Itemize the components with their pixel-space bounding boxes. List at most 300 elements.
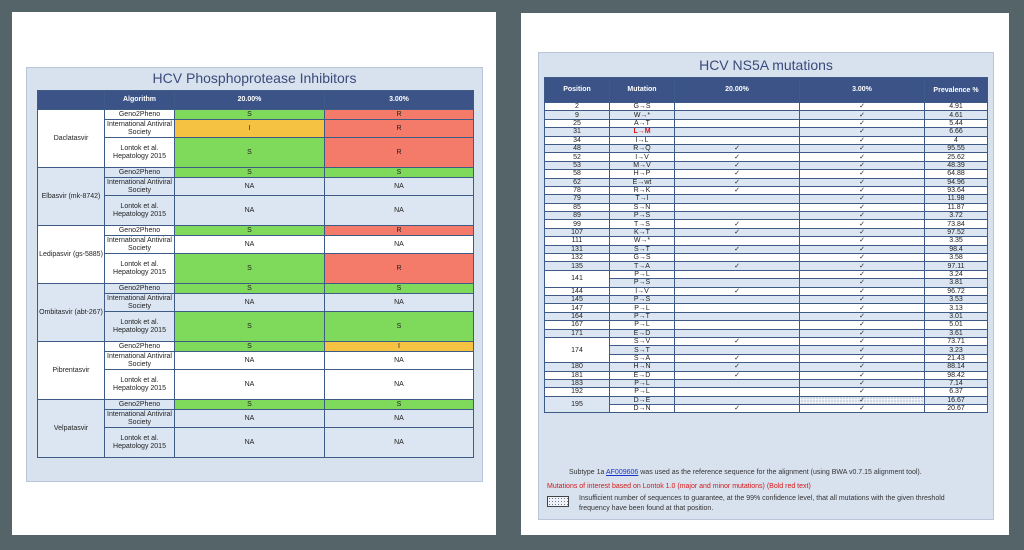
prevalence-cell: 3.58 <box>925 254 988 262</box>
mutation-row <box>545 321 988 329</box>
detected-20-percent: ✓ <box>675 245 800 253</box>
mutation-row <box>545 270 988 278</box>
mutation-row <box>545 128 988 136</box>
algorithm-source: Geno2Pheno <box>105 110 175 120</box>
mutation-cell: P→S <box>610 212 675 220</box>
prevalence-cell: 88.14 <box>925 363 988 371</box>
detected-3-percent: ✓ <box>800 396 925 404</box>
detected-20-percent <box>675 312 800 320</box>
detected-20-percent: ✓ <box>675 178 800 186</box>
prevalence-cell: 25.62 <box>925 153 988 161</box>
mutation-cell: G→S <box>610 254 675 262</box>
mutation-cell: T→A <box>610 262 675 270</box>
mutation-row <box>545 287 988 295</box>
position-cell: 25 <box>545 119 610 127</box>
header-prevalence: Prevalence % <box>925 78 988 103</box>
position-cell: 58 <box>545 170 610 178</box>
detected-20-percent: ✓ <box>675 337 800 345</box>
result-3-percent: S <box>325 400 474 410</box>
detected-3-percent: ✓ <box>800 270 925 278</box>
result-20-percent: S <box>175 226 325 236</box>
algorithm-source: Geno2Pheno <box>105 342 175 352</box>
mutation-cell: A→T <box>610 119 675 127</box>
prevalence-cell: 21.43 <box>925 354 988 362</box>
prevalence-cell: 98.42 <box>925 371 988 379</box>
result-3-percent: S <box>325 168 474 178</box>
mutation-row <box>545 119 988 127</box>
algorithm-source: Lontok et al. Hepatology 2015 <box>105 312 175 342</box>
mutation-cell: M→V <box>610 161 675 169</box>
mutation-cell: D→E <box>610 396 675 404</box>
result-3-percent: S <box>325 312 474 342</box>
mutation-cell: H→P <box>610 170 675 178</box>
reference-suffix: was used as the reference sequence for the alignment (using BWA v0.7.15 alignment tool). <box>640 469 922 476</box>
result-3-percent: R <box>325 120 474 138</box>
algorithm-source: International Antiviral Society <box>105 352 175 370</box>
mutation-cell: S→V <box>610 337 675 345</box>
prevalence-cell: 4.91 <box>925 103 988 111</box>
position-cell: 9 <box>545 111 610 119</box>
inhibitor-row <box>38 110 474 120</box>
result-20-percent: S <box>175 342 325 352</box>
inhibitors-report <box>26 67 483 482</box>
mutation-cell: E→D <box>610 371 675 379</box>
insufficient-sequences-swatch <box>547 496 569 507</box>
detected-3-percent: ✓ <box>800 178 925 186</box>
mutation-cell: W→* <box>610 111 675 119</box>
mutation-row <box>545 329 988 337</box>
mutation-row <box>545 304 988 312</box>
detected-20-percent <box>675 295 800 303</box>
header-drug <box>38 91 105 110</box>
position-cell: 34 <box>545 136 610 144</box>
mutation-row <box>545 144 988 152</box>
header-algorithm: Algorithm <box>105 91 175 110</box>
position-cell: 145 <box>545 295 610 303</box>
result-20-percent: NA <box>175 196 325 226</box>
result-20-percent: NA <box>175 294 325 312</box>
detected-3-percent: ✓ <box>800 354 925 362</box>
position-cell: 195 <box>545 396 610 413</box>
result-3-percent: NA <box>325 428 474 458</box>
position-cell: 167 <box>545 321 610 329</box>
mutation-cell: E→D <box>610 329 675 337</box>
prevalence-cell: 3.61 <box>925 329 988 337</box>
ns5a-report <box>538 52 994 520</box>
mutation-row <box>545 262 988 270</box>
detected-3-percent: ✓ <box>800 170 925 178</box>
result-20-percent: I <box>175 120 325 138</box>
header-20-percent: 20.00% <box>675 78 800 103</box>
detected-3-percent: ✓ <box>800 103 925 111</box>
mutation-cell: P→L <box>610 388 675 396</box>
mutation-cell: P→S <box>610 279 675 287</box>
detected-20-percent <box>675 136 800 144</box>
position-cell: 183 <box>545 379 610 387</box>
result-20-percent: NA <box>175 428 325 458</box>
detected-3-percent: ✓ <box>800 153 925 161</box>
mutation-row <box>545 363 988 371</box>
algorithm-source: International Antiviral Society <box>105 178 175 196</box>
mutation-row <box>545 354 988 362</box>
detected-20-percent <box>675 195 800 203</box>
position-cell: 89 <box>545 212 610 220</box>
mutation-row <box>545 103 988 111</box>
detected-20-percent: ✓ <box>675 405 800 413</box>
mutation-cell: I→V <box>610 153 675 161</box>
reference-note <box>569 469 922 476</box>
prevalence-cell: 6.66 <box>925 128 988 136</box>
detected-20-percent <box>675 111 800 119</box>
algorithm-source: Geno2Pheno <box>105 226 175 236</box>
detected-20-percent <box>675 203 800 211</box>
detected-20-percent <box>675 128 800 136</box>
detected-3-percent: ✓ <box>800 119 925 127</box>
detected-3-percent: ✓ <box>800 312 925 320</box>
prevalence-cell: 20.67 <box>925 405 988 413</box>
mutation-cell: G→S <box>610 103 675 111</box>
detected-3-percent: ✓ <box>800 279 925 287</box>
inhibitors-table <box>37 90 474 458</box>
position-cell: 99 <box>545 220 610 228</box>
mutation-row <box>545 153 988 161</box>
prevalence-cell: 96.72 <box>925 287 988 295</box>
position-cell: 2 <box>545 103 610 111</box>
algorithm-source: International Antiviral Society <box>105 120 175 138</box>
mutation-cell: R→Q <box>610 144 675 152</box>
prevalence-cell: 93.64 <box>925 186 988 194</box>
mutation-cell: T→I <box>610 195 675 203</box>
prevalence-cell: 11.98 <box>925 195 988 203</box>
algorithm-source: International Antiviral Society <box>105 236 175 254</box>
detected-20-percent <box>675 212 800 220</box>
drug-name: Pibrentasvir <box>38 342 105 400</box>
detected-3-percent: ✓ <box>800 363 925 371</box>
result-20-percent: S <box>175 312 325 342</box>
position-cell: 147 <box>545 304 610 312</box>
detected-20-percent: ✓ <box>675 220 800 228</box>
interest-note: Mutations of interest based on Lontok 1.0 (major and minor mutations) (Bold red text) <box>547 483 811 490</box>
detected-3-percent: ✓ <box>800 144 925 152</box>
result-3-percent: NA <box>325 352 474 370</box>
detected-20-percent <box>675 119 800 127</box>
header-3-percent: 3.00% <box>800 78 925 103</box>
result-20-percent: S <box>175 110 325 120</box>
detected-20-percent <box>675 279 800 287</box>
detected-20-percent: ✓ <box>675 170 800 178</box>
detected-20-percent: ✓ <box>675 287 800 295</box>
mutation-cell: H→N <box>610 363 675 371</box>
detected-20-percent: ✓ <box>675 161 800 169</box>
result-20-percent: NA <box>175 370 325 400</box>
position-cell: 181 <box>545 371 610 379</box>
algorithm-source: Lontok et al. Hepatology 2015 <box>105 370 175 400</box>
detected-3-percent: ✓ <box>800 295 925 303</box>
position-cell: 131 <box>545 245 610 253</box>
prevalence-cell: 3.53 <box>925 295 988 303</box>
detected-3-percent: ✓ <box>800 254 925 262</box>
position-cell: 48 <box>545 144 610 152</box>
algorithm-source: Lontok et al. Hepatology 2015 <box>105 428 175 458</box>
detected-3-percent: ✓ <box>800 405 925 413</box>
prevalence-cell: 98.4 <box>925 245 988 253</box>
mutation-row <box>545 312 988 320</box>
drug-name: Ledipasvir (gs-5885) <box>38 226 105 284</box>
prevalence-cell: 64.88 <box>925 170 988 178</box>
mutation-cell: I→V <box>610 287 675 295</box>
mutation-row <box>545 195 988 203</box>
mutation-cell: P→T <box>610 312 675 320</box>
detected-3-percent: ✓ <box>800 321 925 329</box>
prevalence-cell: 3.23 <box>925 346 988 354</box>
header-20-percent: 20.00% <box>175 91 325 110</box>
detected-20-percent: ✓ <box>675 186 800 194</box>
mutation-cell: K→T <box>610 228 675 236</box>
detected-3-percent: ✓ <box>800 371 925 379</box>
detected-3-percent: ✓ <box>800 346 925 354</box>
detected-3-percent: ✓ <box>800 388 925 396</box>
mutation-cell: R→K <box>610 186 675 194</box>
prevalence-cell: 5.01 <box>925 321 988 329</box>
result-3-percent: R <box>325 138 474 168</box>
position-cell: 180 <box>545 363 610 371</box>
inhibitors-header-row <box>38 91 474 110</box>
position-cell: 79 <box>545 195 610 203</box>
detected-3-percent: ✓ <box>800 136 925 144</box>
detected-3-percent: ✓ <box>800 262 925 270</box>
result-3-percent: NA <box>325 410 474 428</box>
position-cell: 141 <box>545 270 610 287</box>
header-3-percent: 3.00% <box>325 91 474 110</box>
inhibitors-title: HCV Phosphoprotease Inhibitors <box>152 70 357 86</box>
mutation-cell: S→N <box>610 203 675 211</box>
mutation-row <box>545 388 988 396</box>
prevalence-cell: 16.67 <box>925 396 988 404</box>
prevalence-cell: 3.13 <box>925 304 988 312</box>
algorithm-source: International Antiviral Society <box>105 410 175 428</box>
mutation-row <box>545 337 988 345</box>
prevalence-cell: 3.35 <box>925 237 988 245</box>
result-20-percent: NA <box>175 236 325 254</box>
result-20-percent: NA <box>175 178 325 196</box>
result-20-percent: NA <box>175 352 325 370</box>
ns5a-table <box>544 77 988 413</box>
mutation-row <box>545 379 988 387</box>
detected-20-percent: ✓ <box>675 228 800 236</box>
inhibitor-row <box>38 284 474 294</box>
result-20-percent: S <box>175 284 325 294</box>
detected-3-percent: ✓ <box>800 203 925 211</box>
mutation-row <box>545 111 988 119</box>
prevalence-cell: 4 <box>925 136 988 144</box>
result-3-percent: R <box>325 226 474 236</box>
mutation-cell: P→L <box>610 270 675 278</box>
mutation-row <box>545 178 988 186</box>
position-cell: 52 <box>545 153 610 161</box>
mutation-cell: I→L <box>610 136 675 144</box>
detected-20-percent <box>675 396 800 404</box>
mutation-row <box>545 212 988 220</box>
position-cell: 144 <box>545 287 610 295</box>
detected-3-percent: ✓ <box>800 237 925 245</box>
prevalence-cell: 48.39 <box>925 161 988 169</box>
prevalence-cell: 5.44 <box>925 119 988 127</box>
result-3-percent: NA <box>325 236 474 254</box>
result-3-percent: NA <box>325 294 474 312</box>
result-3-percent: NA <box>325 196 474 226</box>
mutation-cell: D→N <box>610 405 675 413</box>
mutation-cell: T→S <box>610 220 675 228</box>
prevalence-cell: 7.14 <box>925 379 988 387</box>
position-cell: 53 <box>545 161 610 169</box>
detected-20-percent <box>675 237 800 245</box>
mutation-cell: P→L <box>610 304 675 312</box>
position-cell: 174 <box>545 337 610 362</box>
prevalence-cell: 97.52 <box>925 228 988 236</box>
mutation-row <box>545 161 988 169</box>
mutation-row <box>545 136 988 144</box>
detected-20-percent: ✓ <box>675 354 800 362</box>
detected-20-percent <box>675 329 800 337</box>
position-cell: 78 <box>545 186 610 194</box>
detected-3-percent: ✓ <box>800 337 925 345</box>
reference-prefix: Subtype 1a <box>569 469 605 476</box>
mutation-row <box>545 245 988 253</box>
detected-3-percent: ✓ <box>800 128 925 136</box>
detected-20-percent: ✓ <box>675 144 800 152</box>
mutation-cell: S→T <box>610 245 675 253</box>
algorithm-source: Lontok et al. Hepatology 2015 <box>105 254 175 284</box>
mutation-row <box>545 254 988 262</box>
detected-20-percent <box>675 103 800 111</box>
position-cell: 192 <box>545 388 610 396</box>
algorithm-source: Lontok et al. Hepatology 2015 <box>105 138 175 168</box>
result-3-percent: S <box>325 284 474 294</box>
prevalence-cell: 6.37 <box>925 388 988 396</box>
detected-20-percent <box>675 379 800 387</box>
detected-3-percent: ✓ <box>800 329 925 337</box>
mutation-row <box>545 396 988 404</box>
mutation-row <box>545 405 988 413</box>
reference-link[interactable]: AF009606 <box>605 469 639 476</box>
result-20-percent: S <box>175 138 325 168</box>
algorithm-source: Geno2Pheno <box>105 168 175 178</box>
mutation-cell: S→T <box>610 346 675 354</box>
result-3-percent: NA <box>325 178 474 196</box>
mutation-cell: W→* <box>610 237 675 245</box>
prevalence-cell: 3.72 <box>925 212 988 220</box>
result-20-percent: S <box>175 400 325 410</box>
detected-3-percent: ✓ <box>800 379 925 387</box>
position-cell: 31 <box>545 128 610 136</box>
result-3-percent: I <box>325 342 474 352</box>
detected-20-percent <box>675 346 800 354</box>
result-3-percent: R <box>325 254 474 284</box>
detected-20-percent: ✓ <box>675 153 800 161</box>
detected-3-percent: ✓ <box>800 220 925 228</box>
mutation-cell: E→wt <box>610 178 675 186</box>
ns5a-title: HCV NS5A mutations <box>699 57 833 73</box>
detected-20-percent: ✓ <box>675 363 800 371</box>
position-cell: 111 <box>545 237 610 245</box>
mutation-cell: P→L <box>610 321 675 329</box>
mutation-row <box>545 220 988 228</box>
prevalence-cell: 73.71 <box>925 337 988 345</box>
mutation-row <box>545 279 988 287</box>
mutation-row <box>545 346 988 354</box>
detected-20-percent <box>675 270 800 278</box>
detected-20-percent <box>675 304 800 312</box>
mutation-cell: S→A <box>610 354 675 362</box>
prevalence-cell: 3.01 <box>925 312 988 320</box>
detected-20-percent <box>675 254 800 262</box>
mutation-row <box>545 170 988 178</box>
result-20-percent: S <box>175 168 325 178</box>
prevalence-cell: 4.61 <box>925 111 988 119</box>
detected-3-percent: ✓ <box>800 228 925 236</box>
result-3-percent: R <box>325 110 474 120</box>
algorithm-source: Geno2Pheno <box>105 284 175 294</box>
prevalence-cell: 73.84 <box>925 220 988 228</box>
inhibitor-row <box>38 226 474 236</box>
ns5a-header-row <box>545 78 988 103</box>
detected-20-percent: ✓ <box>675 371 800 379</box>
mutation-cell: L→M <box>610 128 675 136</box>
drug-name: Ombitasvir (abt-267) <box>38 284 105 342</box>
position-cell: 135 <box>545 262 610 270</box>
result-3-percent: NA <box>325 370 474 400</box>
prevalence-cell: 11.87 <box>925 203 988 211</box>
algorithm-source: Geno2Pheno <box>105 400 175 410</box>
mutation-row <box>545 228 988 236</box>
detected-3-percent: ✓ <box>800 161 925 169</box>
detected-20-percent <box>675 321 800 329</box>
detected-3-percent: ✓ <box>800 304 925 312</box>
inhibitor-row <box>38 342 474 352</box>
detected-3-percent: ✓ <box>800 186 925 194</box>
mutation-row <box>545 237 988 245</box>
insufficient-sequences-note: Insufficient number of sequences to guarantee, at the 99% confidence level, that all mutations with the given threshold frequency have been found at that position. <box>579 495 945 512</box>
prevalence-cell: 3.24 <box>925 270 988 278</box>
detected-3-percent: ✓ <box>800 287 925 295</box>
position-cell: 107 <box>545 228 610 236</box>
detected-3-percent: ✓ <box>800 245 925 253</box>
inhibitor-row <box>38 168 474 178</box>
position-cell: 171 <box>545 329 610 337</box>
algorithm-source: International Antiviral Society <box>105 294 175 312</box>
detected-20-percent <box>675 388 800 396</box>
prevalence-cell: 97.11 <box>925 262 988 270</box>
detected-3-percent: ✓ <box>800 195 925 203</box>
mutation-row <box>545 203 988 211</box>
drug-name: Daclatasvir <box>38 110 105 168</box>
result-20-percent: NA <box>175 410 325 428</box>
position-cell: 85 <box>545 203 610 211</box>
prevalence-cell: 95.55 <box>925 144 988 152</box>
drug-name: Elbasvir (mk-8742) <box>38 168 105 226</box>
prevalence-cell: 3.81 <box>925 279 988 287</box>
inhibitor-row <box>38 400 474 410</box>
mutation-row <box>545 295 988 303</box>
mutation-cell: P→L <box>610 379 675 387</box>
drug-name: Velpatasvir <box>38 400 105 458</box>
mutation-row <box>545 371 988 379</box>
detected-3-percent: ✓ <box>800 212 925 220</box>
position-cell: 164 <box>545 312 610 320</box>
mutation-row <box>545 186 988 194</box>
position-cell: 62 <box>545 178 610 186</box>
mutation-cell: P→S <box>610 295 675 303</box>
